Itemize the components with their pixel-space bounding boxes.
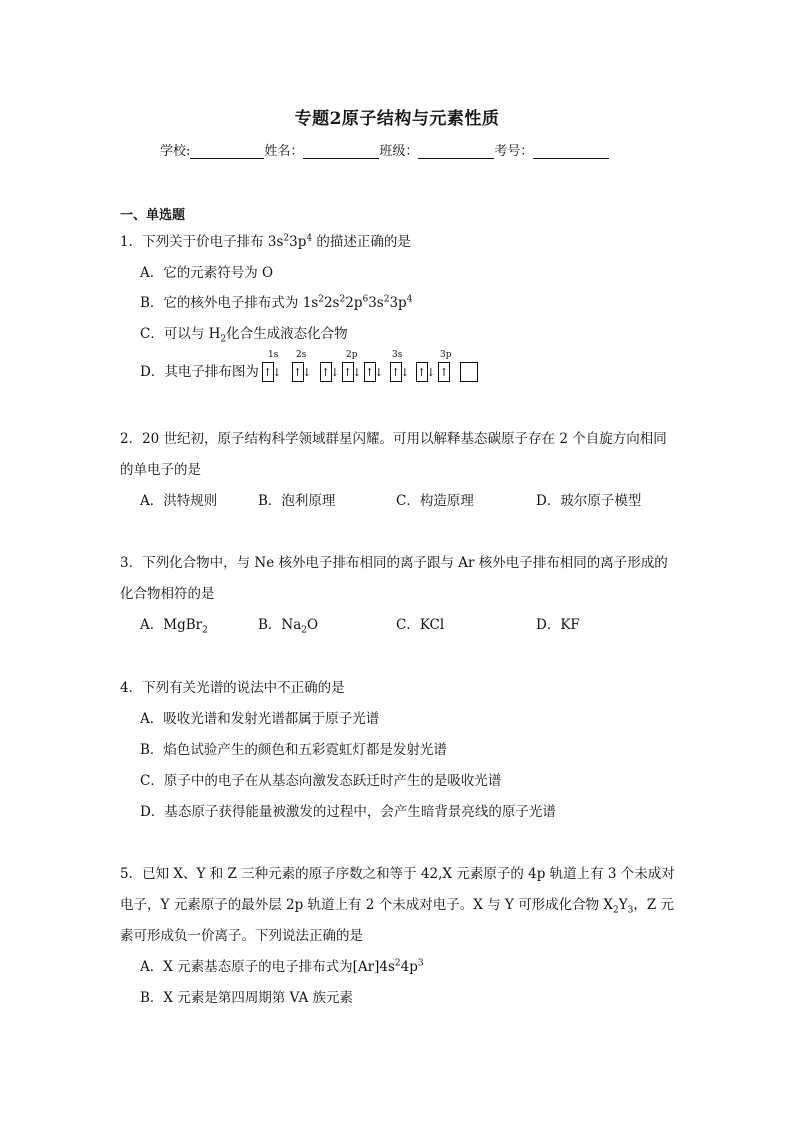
q2-stem-line1: 2．20 世纪初，原子结构科学领域群星闪耀。可用以解释基态碳原子存在 2 个自旋方向相同 <box>120 431 667 447</box>
q3-option-b: B．$Na_2O$ <box>258 617 319 636</box>
q3-option-c: C．KCl <box>396 617 445 633</box>
orbital-label-3p: 3p <box>440 350 452 360</box>
q4-option-c: C．原子中的电子在从基态向激发态跃迁时产生的是吸收光谱 <box>140 773 502 789</box>
section-title: 一、单选题 <box>120 208 186 223</box>
q1-option-a: A．它的元素符号为 O <box>140 265 274 281</box>
orbital-box-2p-3: ↑↓ <box>364 362 376 382</box>
orbital-box-3p-1: ↑↓ <box>416 362 428 382</box>
q2-option-d: D．玻尔原子模型 <box>536 493 642 509</box>
orbital-box-2p-1: ↑↓ <box>320 362 332 382</box>
q2-option-c: C．构造原理 <box>396 493 474 509</box>
q3-stem-line1: 3．下列化合物中，与 Ne 核外电子排布相同的离子跟与 Ar 核外电子排布相同的离子形成的 <box>120 555 668 571</box>
q4-option-d: D．基态原子获得能量被激发的过程中，会产生暗背景亮线的原子光谱 <box>140 804 556 820</box>
q2-stem-line2: 的单电子的是 <box>120 462 201 478</box>
exam-no-label: 考号： <box>494 144 534 159</box>
q4-option-a: A．吸收光谱和发射光谱都属于原子光谱 <box>140 711 380 727</box>
orbital-label-1s: 1s <box>268 350 279 360</box>
orbital-label-2s: 2s <box>296 350 307 360</box>
q4-stem: 4．下列有关光谱的说法中不正确的是 <box>120 680 345 696</box>
student-info-line <box>160 140 609 159</box>
orbital-box-3p-2: ↑ <box>438 362 450 382</box>
orbital-label-2p: 2p <box>346 350 358 360</box>
orbital-box-3p-3 <box>460 362 478 382</box>
q1-option-d: D．其电子排布图为 <box>140 364 259 380</box>
q5-option-a: A．X 元素基态原子的电子排布式为$[Ar]4s^24p^3$ <box>140 958 424 975</box>
school-blank <box>190 144 264 159</box>
q3-option-a: A．MgBr$_2$ <box>140 617 208 636</box>
orbital-box-2p-2: ↑↓ <box>342 362 354 382</box>
q5-stem-line1: 5．已知 X、Y 和 Z 三种元素的原子序数之和等于 42,X 元素原子的 4p 轨道上有 3 个未成对 <box>120 866 675 882</box>
orbital-box-3s: ↑↓ <box>390 362 402 382</box>
q1-option-c: C．可以与 $H_2$化合生成液态化合物 <box>140 326 348 345</box>
name-label: 姓名： <box>264 144 304 159</box>
school-label: 学校: <box>160 144 191 159</box>
exam-no-blank <box>533 144 609 159</box>
q2-option-b: B．泡利原理 <box>258 493 336 509</box>
orbital-box-2s: ↑↓ <box>292 362 304 382</box>
page-title: 专题2原子结构与元素性质 <box>294 109 500 129</box>
q5-stem-line3: 素可形成负一价离子。下列说法正确的是 <box>120 928 363 944</box>
name-blank <box>303 144 379 159</box>
q1-option-b: B．它的核外电子排布式为 $1s^22s^22p^63s^23p^4$ <box>140 294 413 311</box>
orbital-box-1s: ↑↓ <box>262 362 274 382</box>
q3-option-d: D．KF <box>536 617 580 633</box>
class-blank <box>418 144 494 159</box>
q4-option-b: B．焰色试验产生的颜色和五彩霓虹灯都是发射光谱 <box>140 742 447 758</box>
q1-stem: 1．下列关于价电子排布 $3s^23p^4$ 的描述正确的是 <box>120 233 411 250</box>
q5-option-b: B．X 元素是第四周期第 VA 族元素 <box>140 990 353 1006</box>
q2-option-a: A．洪特规则 <box>140 493 218 509</box>
class-label: 班级： <box>379 144 419 159</box>
q5-stem-line2: 电子，Y 元素原子的最外层 2p 轨道上有 2 个未成对电子。X 与 Y 可形成化合物 $X_2Y_3$，Z 元 <box>120 897 675 916</box>
q3-stem-line2: 化合物相符的是 <box>120 586 215 602</box>
orbital-label-3s: 3s <box>392 350 403 360</box>
